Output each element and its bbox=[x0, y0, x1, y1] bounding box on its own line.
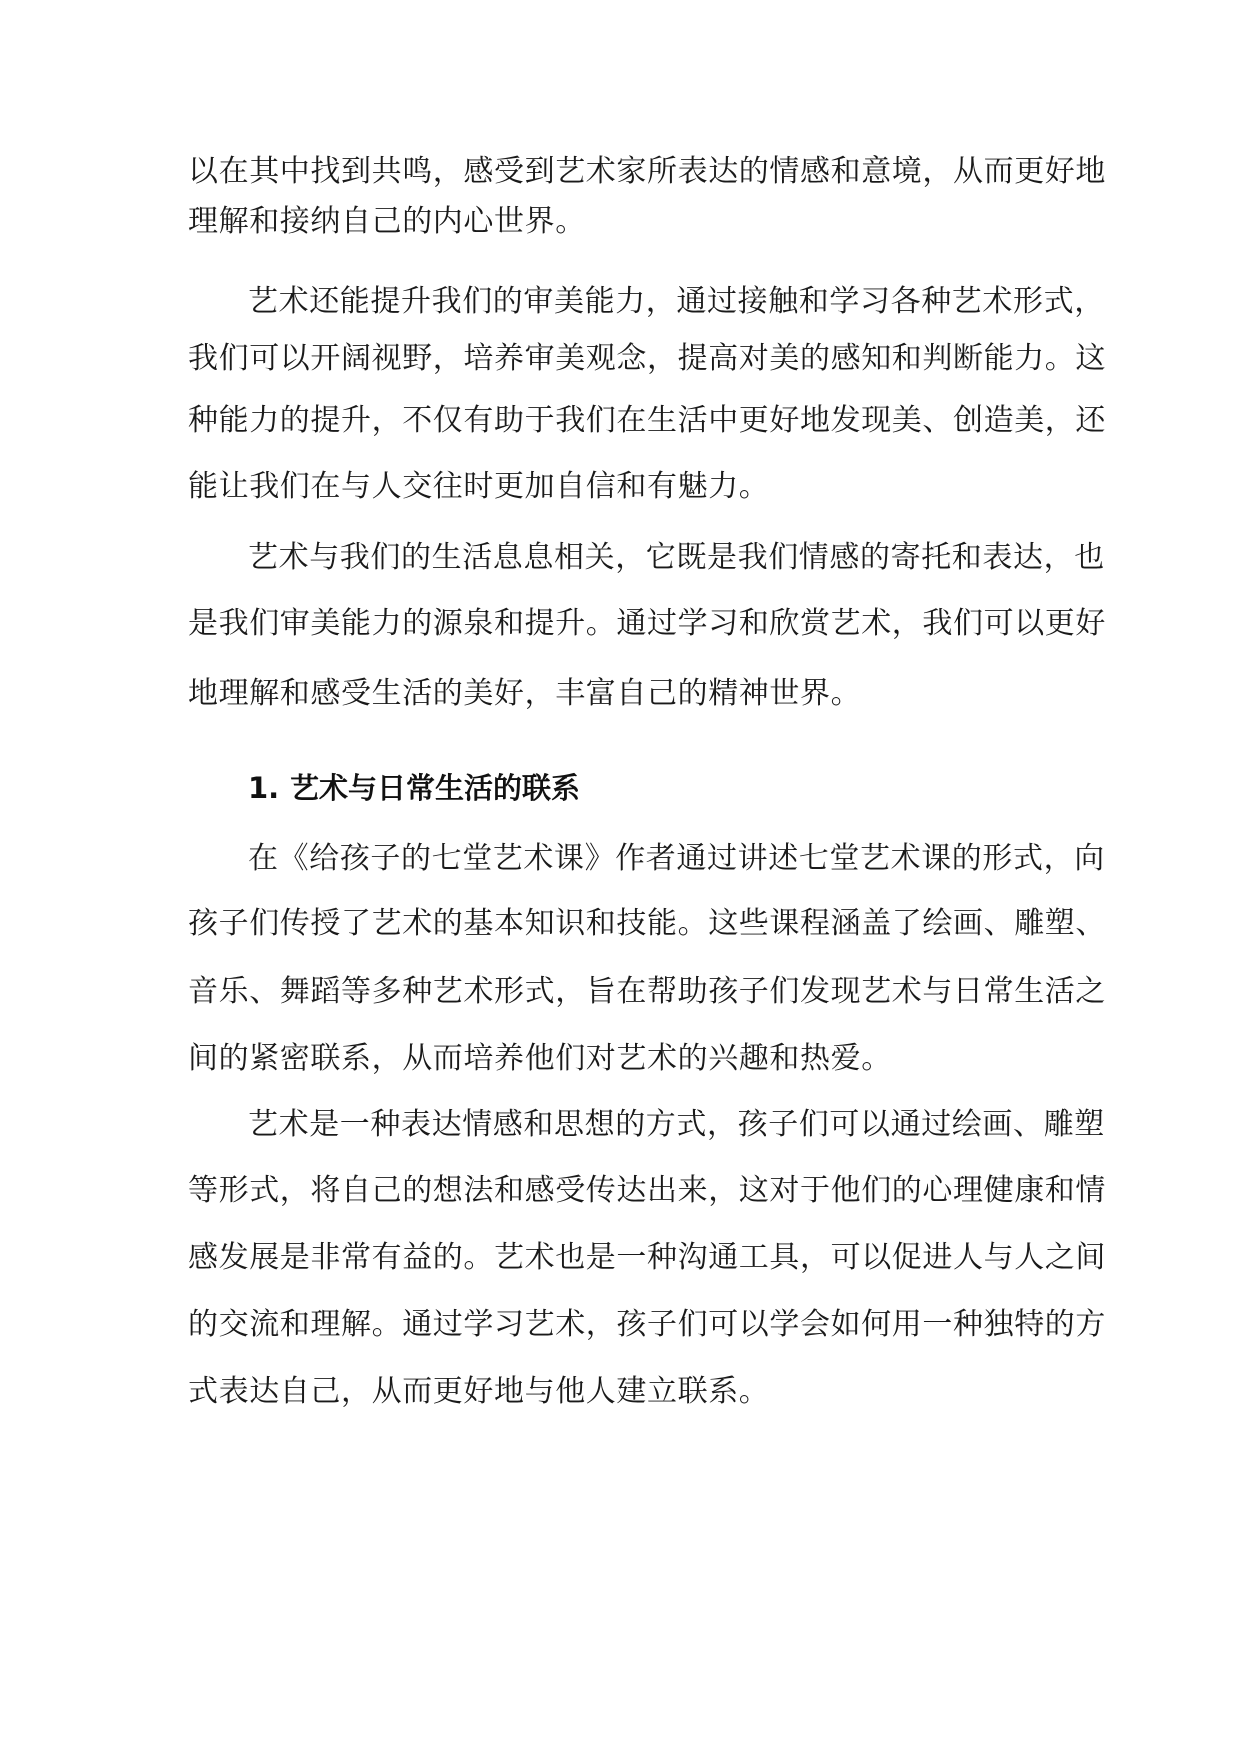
section-number: 1. bbox=[248, 771, 280, 805]
paragraph-line: 等形式，将自己的想法和感受传达出来，这对于他们的心理健康和情 bbox=[188, 1173, 1106, 1208]
paragraph-line: 的交流和理解。通过学习艺术，孩子们可以学会如何用一种独特的方 bbox=[188, 1307, 1106, 1342]
paragraph-line: 地理解和感受生活的美好，丰富自己的精神世界。 bbox=[188, 676, 862, 711]
section-title: 艺术与日常生活的联系 bbox=[290, 771, 581, 805]
section-heading bbox=[248, 768, 580, 808]
paragraph-line: 间的紧密联系，从而培养他们对艺术的兴趣和热爱。 bbox=[188, 1041, 892, 1076]
paragraph-line: 孩子们传授了艺术的基本知识和技能。这些课程涵盖了绘画、雕塑、 bbox=[188, 906, 1106, 941]
paragraph-line: 感发展是非常有益的。艺术也是一种沟通工具，可以促进人与人之间 bbox=[188, 1240, 1106, 1275]
paragraph-line: 艺术与我们的生活息息相关，它既是我们情感的寄托和表达，也 bbox=[248, 540, 1105, 575]
paragraph-line: 在《给孩子的七堂艺术课》作者通过讲述七堂艺术课的形式，向 bbox=[248, 841, 1105, 876]
paragraph-line: 艺术是一种表达情感和思想的方式，孩子们可以通过绘画、雕塑 bbox=[248, 1107, 1105, 1142]
paragraph-line: 是我们审美能力的源泉和提升。通过学习和欣赏艺术，我们可以更好 bbox=[188, 606, 1106, 641]
paragraph-line: 艺术还能提升我们的审美能力，通过接触和学习各种艺术形式， bbox=[248, 284, 1105, 319]
paragraph-line: 式表达自己，从而更好地与他人建立联系。 bbox=[188, 1374, 770, 1409]
paragraph-line: 种能力的提升，不仅有助于我们在生活中更好地发现美、创造美，还 bbox=[188, 403, 1106, 438]
paragraph-line: 以在其中找到共鸣，感受到艺术家所表达的情感和意境，从而更好地 bbox=[188, 154, 1106, 189]
paragraph-line: 能让我们在与人交往时更加自信和有魅力。 bbox=[188, 469, 770, 504]
paragraph-line: 理解和接纳自己的内心世界。 bbox=[188, 204, 586, 239]
paragraph-line: 音乐、舞蹈等多种艺术形式，旨在帮助孩子们发现艺术与日常生活之 bbox=[188, 974, 1106, 1009]
paragraph-line: 我们可以开阔视野，培养审美观念，提高对美的感知和判断能力。这 bbox=[188, 341, 1106, 376]
